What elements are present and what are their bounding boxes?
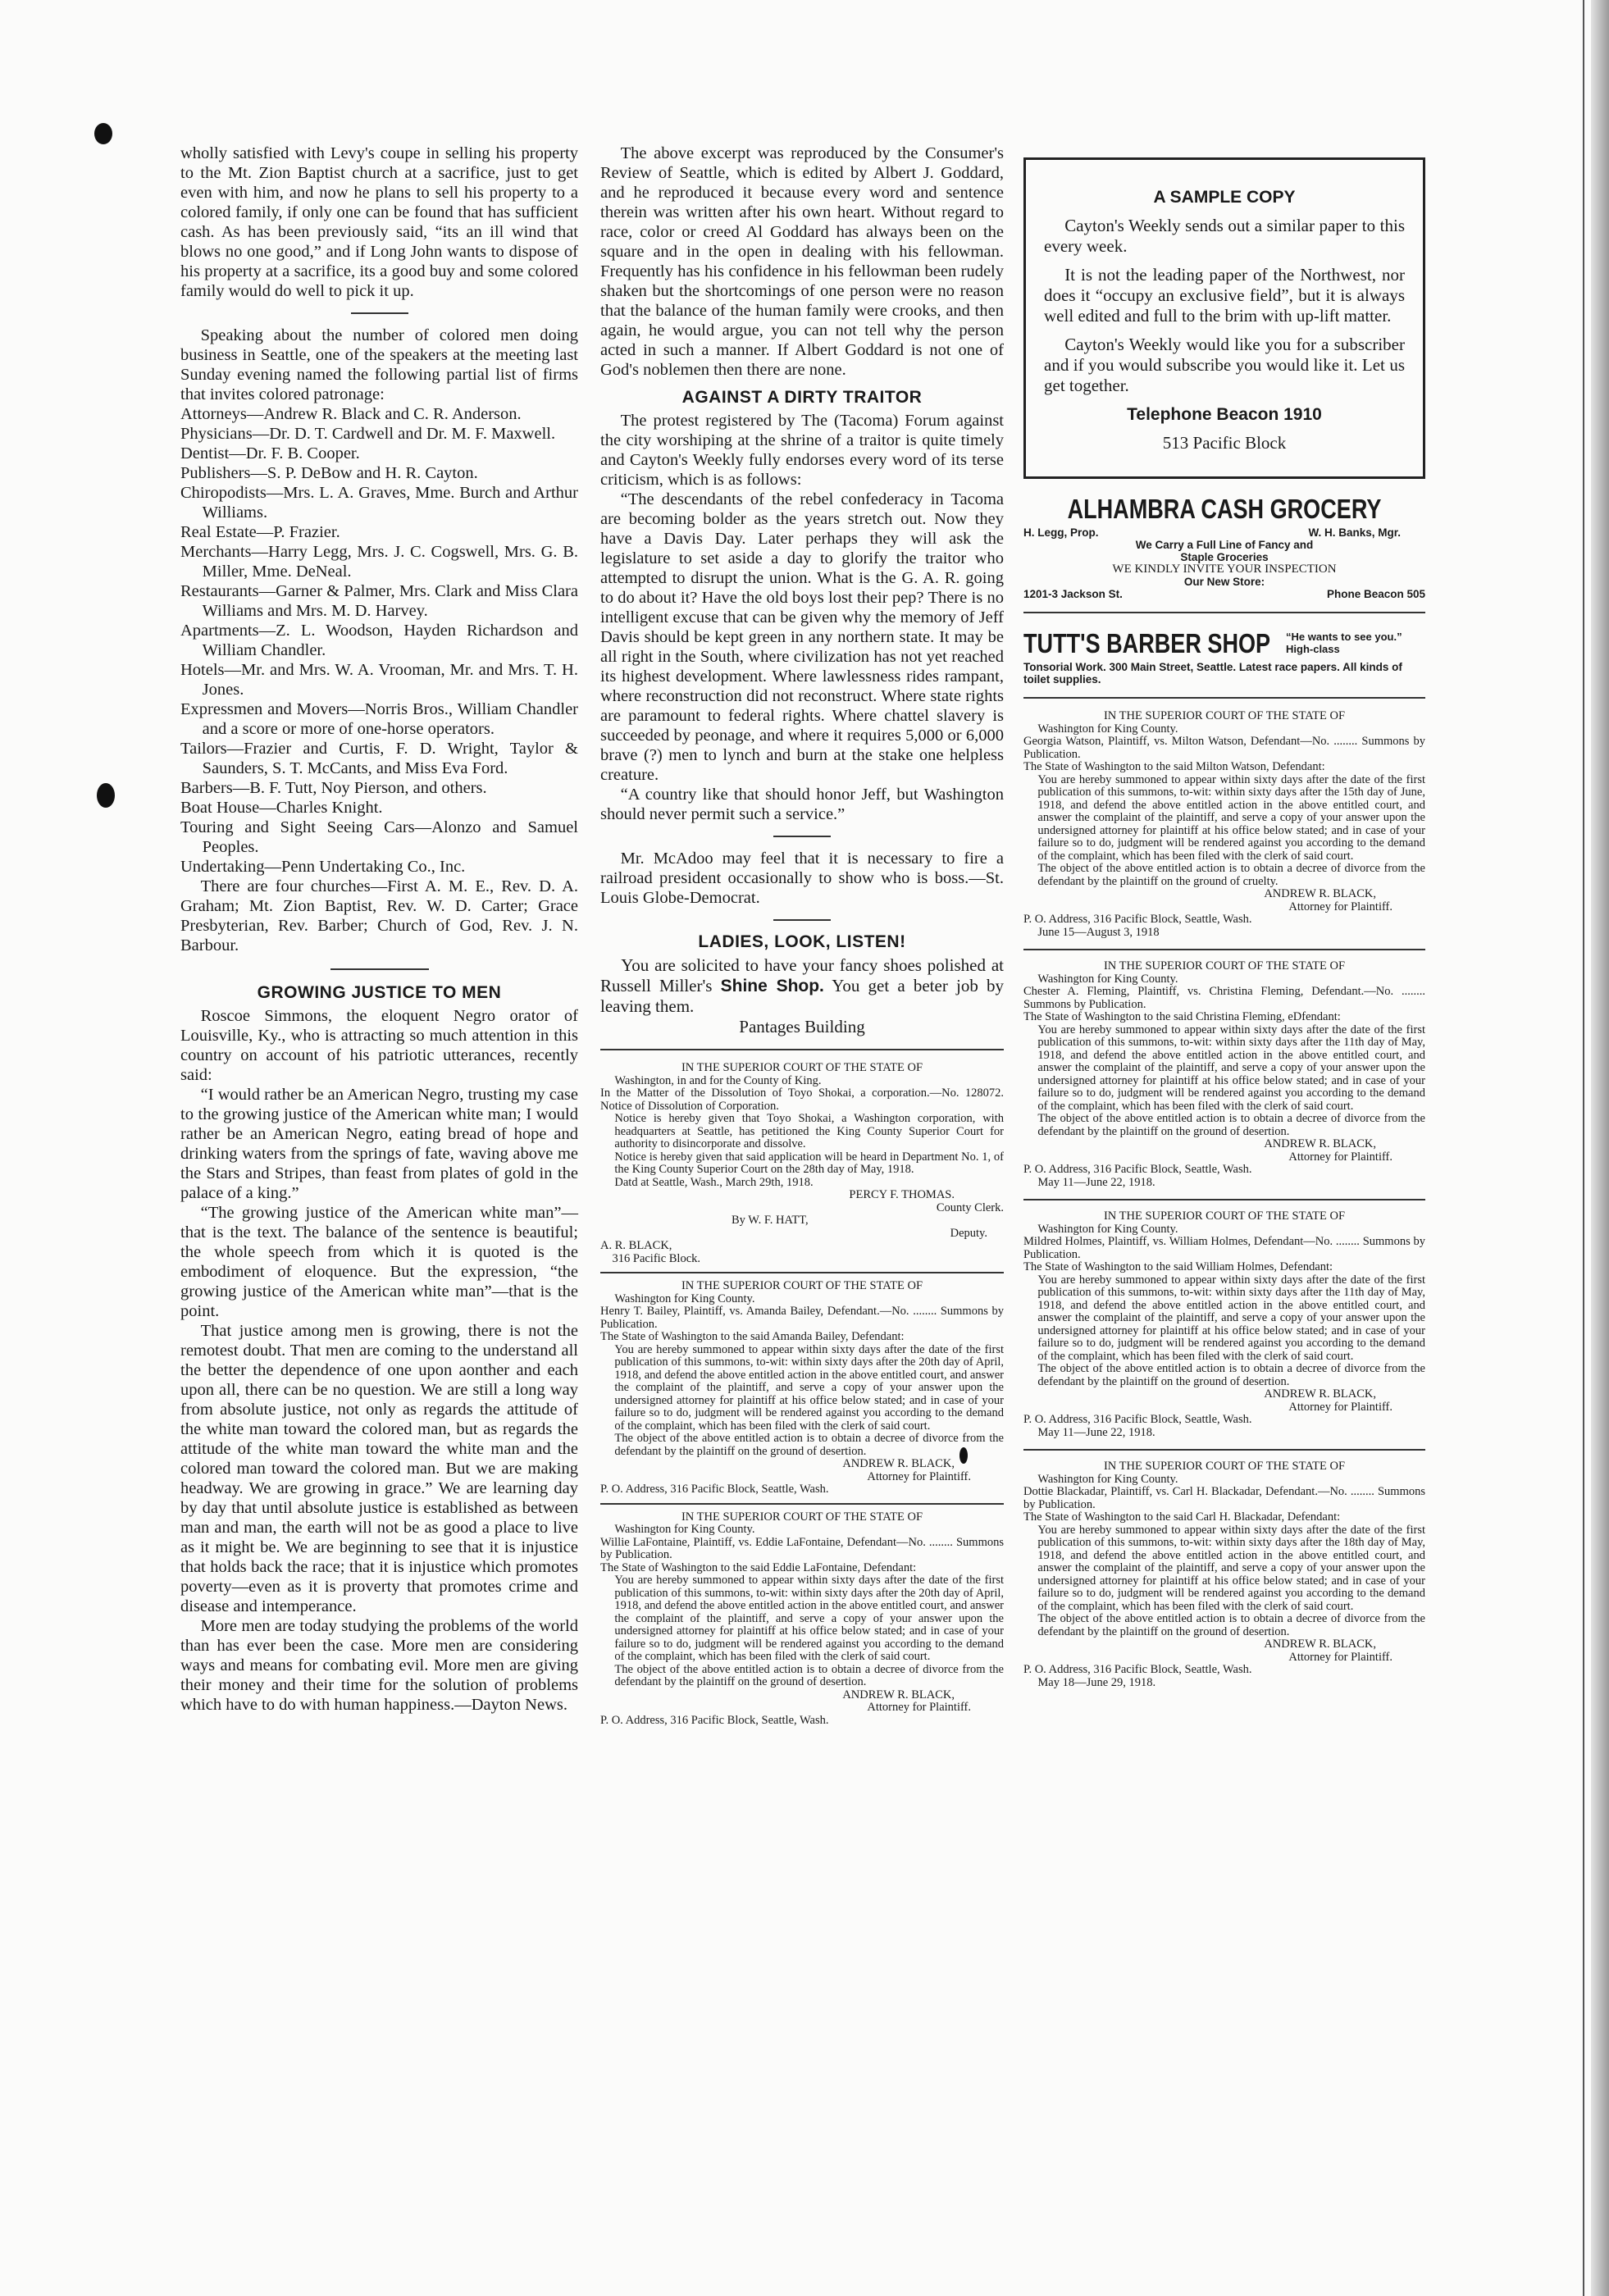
notice-text: You are hereby summoned to appear within sixty days after the date of the first publication of this summons, to-wit: within sixty days after the 20th day of April, 1918, and defend the above entitled action in the above entitled court, and answer the complaint of the plaintiff, and serve a copy of your answer upon the undersigned attorney for plaintiff at his office below stated; and in case of your failure so to do, judgment will be rendered against you according to the demand of the complaint, which has been filed with the clerk of said court. bbox=[614, 1342, 1004, 1433]
list-item: Hotels—Mr. and Mrs. W. A. Vrooman, Mr. and Mrs. T. H. Jones. bbox=[180, 661, 578, 699]
legal-notice bbox=[1023, 960, 1425, 1189]
article-paragraph: Mr. McAdoo may feel that it is necessary to fire a railroad president occasionally to show who is boss.—St. Louis Globe-Democrat. bbox=[600, 850, 1004, 907]
notice-text: The object of the above entitled action is to obtain a decree of divorce from the defendant by the plaintiff on the ground of desertion. bbox=[1037, 1362, 1425, 1388]
barber-ad bbox=[1023, 625, 1425, 686]
notice-court: IN THE SUPERIOR COURT OF THE STATE OF bbox=[1103, 709, 1346, 722]
notice-signature: ANDREW R. BLACK, bbox=[1264, 887, 1376, 900]
notice-county: Washington, in and for the County of King. bbox=[614, 1073, 822, 1087]
notice-text: The State of Washington to the said Eddie LaFontaine, Defendant: bbox=[600, 1560, 917, 1574]
notice-text: The State of Washington to the said Christina Fleming, eDfendant: bbox=[1023, 1010, 1341, 1023]
notice-text: Notice is hereby given that Toyo Shokai, a Washington corporation, with headquarters at Seattle, has petitioned the King County Superior Court for authority to disincorporate and dissolve. bbox=[614, 1112, 1004, 1150]
article-paragraph: Speaking about the number of colored men doing business in Seattle, one of the speakers at the meeting last Sunday evening named the following partial list of firms that invites colored patronage: bbox=[180, 326, 578, 403]
divider bbox=[1023, 949, 1425, 950]
notice-signature: ANDREW R. BLACK, bbox=[842, 1688, 955, 1702]
notice-county: Washington for King County. bbox=[1037, 1472, 1178, 1486]
grocery-line: Staple Groceries bbox=[1180, 551, 1269, 563]
legal-notice bbox=[1023, 1460, 1425, 1689]
article-paragraph: More men are today studying the problems of the world than has ever been the case. More men are considering ways and means for combating evil. More men are giving their money and their time for the solution of problems which have to do with human happiness.—Dayton News. bbox=[180, 1617, 578, 1714]
notice-signature: ANDREW R. BLACK, bbox=[1264, 1638, 1376, 1651]
legal-notice bbox=[1023, 710, 1425, 939]
column-2 bbox=[600, 144, 1004, 1727]
barber-header bbox=[1023, 625, 1425, 661]
notice-signature-title: County Clerk. bbox=[936, 1200, 1004, 1214]
notice-date: Datd at Seattle, Wash., March 29th, 1918. bbox=[614, 1175, 814, 1189]
barber-slogan: “He wants to see you.” High-class bbox=[1286, 631, 1402, 655]
list-item: Publishers—S. P. DeBow and H. R. Cayton. bbox=[180, 464, 478, 482]
notice-text: You are hereby summoned to appear within sixty days after the date of the first publication of this summons, to-wit: within sixty days after the 20th day of April, 1918, and defend the above entitled action in the above entitled court, and answer the complaint of the plaintiff, and serve a copy of your answer upon the undersigned attorney for plaintiff at his office below stated; and in case of your failure so to do, judgment will be rendered against you according to the demand of the complaint, which has been filed with the clerk of said court. bbox=[614, 1574, 1004, 1663]
box-paragraph: It is not the leading paper of the Northwest, nor does it “occupy an exclusive field”, but it is always well edited and full to the brim with up-lift matter. bbox=[1044, 265, 1405, 326]
divider bbox=[600, 1049, 1004, 1050]
ad-headline: LADIES, LOOK, LISTEN! bbox=[698, 932, 906, 951]
notice-county: Washington for King County. bbox=[614, 1292, 755, 1305]
divider bbox=[1023, 1199, 1425, 1200]
ad-text-part: You are solicited to have your fancy shoes polished at Russell Miller's bbox=[600, 955, 1004, 995]
divider bbox=[1023, 697, 1425, 699]
notice-text: The object of the above entitled action is to obtain a decree of divorce from the defendant by the plaintiff on the ground of desertion. bbox=[1037, 1612, 1425, 1638]
list-item: Boat House—Charles Knight. bbox=[180, 799, 383, 817]
column-3 bbox=[1023, 157, 1425, 1689]
notice-county: Washington for King County. bbox=[614, 1523, 755, 1536]
list-item: Barbers—B. F. Tutt, Noy Pierson, and others. bbox=[180, 779, 487, 797]
article-quote: “I would rather be an American Negro, trusting my case to the growing justice of the American white man; I would rather be an American Negro, eating bread of hope and drinking waters from the springs of fate, waving above me the Stars and Stripes, than feast from plates of gold in the palace of a king.” bbox=[180, 1086, 578, 1202]
article-paragraph: The protest registered by The (Tacoma) Forum against the city worshiping at the shrine of a traitor is quite timely and Cayton's Weekly fully endorses every word of its terse criticism, which is as follows: bbox=[600, 412, 1004, 489]
notice-text: Henry T. Bailey, Plaintiff, vs. Amanda Bailey, Defendant.—No. ........ Summons by Publication. bbox=[600, 1305, 1004, 1331]
notice-signature-title: Attorney for Plaintiff. bbox=[867, 1469, 971, 1483]
list-item: Restaurants—Garner & Palmer, Mrs. Clark and Miss Clara Williams and Mrs. M. D. Harvey. bbox=[180, 582, 578, 620]
notice-court: IN THE SUPERIOR COURT OF THE STATE OF bbox=[681, 1279, 923, 1292]
divider bbox=[330, 968, 429, 970]
list-item: Physicians—Dr. D. T. Cardwell and Dr. M. F. Maxwell. bbox=[180, 425, 556, 443]
grocery-ad bbox=[1023, 494, 1425, 600]
divider bbox=[351, 312, 408, 314]
list-item: Merchants—Harry Legg, Mrs. J. C. Cogswell, Mrs. G. B. Miller, Mme. DeNeal. bbox=[180, 543, 578, 581]
notice-county: Washington for King County. bbox=[1037, 1222, 1178, 1236]
list-item: Touring and Sight Seeing Cars—Alonzo and Samuel Peoples. bbox=[180, 818, 578, 856]
legal-notice bbox=[1023, 1210, 1425, 1439]
notice-text: The object of the above entitled action is to obtain a decree of divorce from the defendant by the plaintiff on the ground of cruelty. bbox=[1037, 862, 1425, 888]
notice-county: Washington for King County. bbox=[1037, 722, 1178, 736]
sample-copy-box bbox=[1023, 157, 1425, 479]
notice-text: You are hereby summoned to appear within sixty days after the date of the first publication of this summons, to-wit: within sixty days after the 15th day of June, 1918, and defend the above entitled action in the above entitled court, and answer the complaint of the plaintiff, and serve a copy of your answer upon the undersigned attorney for plaintiff at his office below stated; and in case of your failure so to do, judgment will be rendered against you according to the demand of the complaint, which has been filed with the clerk of said court. bbox=[1037, 772, 1425, 863]
notice-address: P. O. Address, 316 Pacific Block, Seattle, Wash. bbox=[1023, 913, 1252, 926]
ink-blot bbox=[94, 123, 112, 144]
grocery-phone: Phone Beacon 505 bbox=[1326, 588, 1425, 600]
barber-name: TUTT'S BARBER SHOP bbox=[1023, 628, 1271, 658]
notice-signature-title: Attorney for Plaintiff. bbox=[1288, 1400, 1392, 1414]
box-paragraph: Cayton's Weekly sends out a similar paper to this every week. bbox=[1044, 216, 1405, 256]
notice-signature-title: Attorney for Plaintiff. bbox=[1288, 1150, 1392, 1164]
column-1 bbox=[180, 144, 578, 1715]
list-item: Apartments—Z. L. Woodson, Hayden Richardson and William Chandler. bbox=[180, 622, 578, 659]
notice-text: Mildred Holmes, Plaintiff, vs. William Holmes, Defendant—No. ........ Summons by Publication. bbox=[1023, 1235, 1425, 1261]
article-quote: “A country like that should honor Jeff, but Washington should never permit such a service.” bbox=[600, 786, 1004, 823]
ad-text bbox=[600, 955, 1004, 1017]
box-address: 513 Pacific Block bbox=[1162, 433, 1287, 453]
notice-signature: ANDREW R. BLACK, bbox=[1264, 1387, 1376, 1401]
notice-signature: PERCY F. THOMAS. bbox=[849, 1188, 955, 1201]
notice-address: P. O. Address, 316 Pacific Block, Seattle, Wash. bbox=[600, 1713, 829, 1727]
notice-text: You are hereby summoned to appear within sixty days after the date of the first publication of this summons, to-wit: within sixty days after the 11th day of May, 1918, and defend the above entitled action in the above entitled court, and answer the complaint of the plaintiff, and serve a copy of your answer upon the undersigned attorney for plaintiff at his office below stated; and in case of your failure so to do, judgment will be rendered against you according to the demand of the complaint, which has been filed with the clerk of said court. bbox=[1037, 1023, 1425, 1113]
grocery-proprietor: H. Legg, Prop. bbox=[1023, 526, 1099, 539]
grocery-staff bbox=[1023, 526, 1425, 539]
notice-text: You are hereby summoned to appear within sixty days after the date of the first publication of this summons, to-wit: within sixty days after the 18th day of May, 1918, and defend the above entitled action in the above entitled court, and answer the complaint of the plaintiff, and serve a copy of your answer upon the undersigned attorney for plaintiff at his office below stated; and in case of your failure so to do, judgment will be rendered against you according to the demand of the complaint, which has been filed with the clerk of said court. bbox=[1037, 1523, 1425, 1613]
divider bbox=[600, 1272, 1004, 1273]
box-telephone: Telephone Beacon 1910 bbox=[1127, 405, 1322, 424]
notice-text: The State of Washington to the said William Holmes, Defendant: bbox=[1023, 1260, 1333, 1273]
notice-court: IN THE SUPERIOR COURT OF THE STATE OF bbox=[1103, 959, 1346, 973]
divider bbox=[773, 919, 831, 921]
divider bbox=[1023, 612, 1425, 613]
legal-notice bbox=[600, 1280, 1004, 1496]
notice-text: Notice is hereby given that said application will be heard in Department No. 1, of the King County Superior Court on the 28th day of May, 1918. bbox=[614, 1150, 1004, 1176]
notice-signature-title: Attorney for Plaintiff. bbox=[1288, 900, 1392, 913]
notice-court: IN THE SUPERIOR COURT OF THE STATE OF bbox=[1103, 1460, 1346, 1473]
notice-text: Willie LaFontaine, Plaintiff, vs. Eddie LaFontaine, Defendant—No. ........ Summons by Publication. bbox=[600, 1535, 1004, 1561]
list-item: Chiropodists—Mrs. L. A. Graves, Mme. Burch and Arthur Williams. bbox=[180, 484, 578, 522]
notice-signature: By W. F. HATT, bbox=[732, 1214, 809, 1227]
grocery-contact bbox=[1023, 588, 1425, 600]
notice-text: The State of Washington to the said Carl H. Blackadar, Defendant: bbox=[1023, 1510, 1341, 1524]
notice-signature: ANDREW R. BLACK, bbox=[1264, 1137, 1376, 1150]
notice-text: Chester A. Fleming, Plaintiff, vs. Christina Fleming, Defendant.—No. ........ Summons by Publication. bbox=[1023, 985, 1425, 1011]
list-item: Undertaking—Penn Undertaking Co., Inc. bbox=[180, 858, 466, 876]
firm-list bbox=[180, 404, 578, 877]
divider bbox=[1023, 1449, 1425, 1451]
notice-signature-title: Attorney for Plaintiff. bbox=[1288, 1650, 1392, 1664]
divider bbox=[773, 836, 831, 837]
ad-location: Pantages Building bbox=[739, 1017, 865, 1036]
ladies-shine-ad bbox=[600, 932, 1004, 1037]
list-item: Real Estate—P. Frazier. bbox=[180, 523, 340, 541]
page-edge-shadow bbox=[1591, 0, 1609, 2296]
article-paragraph: The above excerpt was reproduced by the Consumer's Review of Seattle, which is edited by Albert J. Goddard, and he reproduced it because every word and sentence therein was written after his own heart. Without regard to race, color or creed Al Goddard has always been on the square and in the open in dealing with his fellowman. Frequently has his confidence in his fellowman been rudely shaken but the shortcomings of one person were no reason that the balance of the human family were crooks, and then again, he would argue, you can not tell why the person acted in such a manner. If Albert Goddard is not one of God's noblemen then there are none. bbox=[600, 144, 1004, 379]
grocery-line: Our New Store: bbox=[1183, 576, 1265, 588]
shine-shop-name: Shine Shop. bbox=[720, 977, 824, 995]
article-quote: “The descendants of the rebel confederacy in Tacoma are becoming bolder as the years stretch out. Now they have a Davis Day. Later perhaps they will ask the legislature to set aside a day to glorify the traitor who attempted to disrupt the union. What is the G. A. R. going to do about it? Have the old boys lost their pep? There is no intelligent excuse that can be given why the memory of Jeff Davis should be kept green in any northern state. It may be all right in the South, where civilization has not yet reached its highest development. Where lawlessness rides rampant, where reconstruction did not reconstruct. Where state rights are paramount to federal rights. Where chattel slavery is succeeded by peonage, and where it requires 5,000 or 6,000 brave (?) men to lynch and burn at the stake one helpless creature. bbox=[600, 490, 1004, 784]
notice-attorney-address: 316 Pacific Block. bbox=[612, 1251, 701, 1265]
article-headline: AGAINST A DIRTY TRAITOR bbox=[681, 388, 923, 407]
notice-court: IN THE SUPERIOR COURT OF THE STATE OF bbox=[681, 1510, 923, 1524]
notice-address: P. O. Address, 316 Pacific Block, Seattle, Wash. bbox=[600, 1483, 829, 1496]
notice-dates: June 15—August 3, 1918 bbox=[1037, 925, 1160, 939]
grocery-address: 1201-3 Jackson St. bbox=[1023, 588, 1123, 600]
legal-notice bbox=[600, 1511, 1004, 1728]
legal-notice bbox=[600, 1062, 1004, 1265]
notice-address: P. O. Address, 316 Pacific Block, Seattle, Wash. bbox=[1023, 1663, 1252, 1676]
grocery-line: We Carry a Full Line of Fancy and bbox=[1135, 539, 1314, 551]
notice-attorney: A. R. BLACK, bbox=[600, 1239, 672, 1252]
notice-text: Georgia Watson, Plaintiff, vs. Milton Watson, Defendant—No. ........ Summons by Publication. bbox=[1023, 735, 1425, 761]
list-item: Dentist—Dr. F. B. Cooper. bbox=[180, 444, 360, 462]
notice-address: P. O. Address, 316 Pacific Block, Seattle, Wash. bbox=[1023, 1413, 1252, 1426]
box-paragraph: Cayton's Weekly would like you for a subscriber and if you would subscribe you would like it. Let us get together. bbox=[1044, 335, 1405, 395]
ink-blot bbox=[97, 783, 115, 808]
notice-signature-title: Attorney for Plaintiff. bbox=[867, 1701, 971, 1714]
notice-text: The object of the above entitled action is to obtain a decree of divorce from the defendant by the plaintiff on the ground of desertion. bbox=[614, 1432, 1004, 1458]
notice-signature-title: Deputy. bbox=[950, 1226, 987, 1240]
box-headline: A SAMPLE COPY bbox=[1153, 188, 1296, 207]
article-paragraph: wholly satisfied with Levy's coupe in selling his property to the Mt. Zion Baptist church at a sacrifice, just to get even with him, and now he plans to sell his property to a colored family, if only one can be found that has sufficient cash. As has been previously said, “its an ill wind that blows no one good,” and if Long John wants to dispose of his property at a sacrifice, its a good buy and some colored family would do well to pick it up. bbox=[180, 144, 578, 300]
grocery-line: WE KINDLY INVITE YOUR INSPECTION bbox=[1112, 563, 1337, 576]
notice-signature: ANDREW R. BLACK, bbox=[842, 1457, 955, 1470]
article-paragraph: There are four churches—First A. M. E., Rev. D. A. Graham; Mt. Zion Baptist, Rev. W. D. Carter; Grace Presbyterian, Rev. Barber; Church of God, Rev. J. N. Barbour. bbox=[180, 877, 578, 954]
notice-dates: May 18—June 29, 1918. bbox=[1037, 1675, 1156, 1689]
notice-dates: May 11—June 22, 1918. bbox=[1037, 1175, 1155, 1189]
list-item: Attorneys—Andrew R. Black and C. R. Anderson. bbox=[180, 405, 522, 423]
divider bbox=[600, 1503, 1004, 1505]
grocery-name: ALHAMBRA CASH GROCERY bbox=[1067, 494, 1382, 524]
article-paragraph: That justice among men is growing, there is not the remotest doubt. That men are coming to the understand all the better the dependence of one upon aonther and each upon all, there can be no question. We are still a long way from absolute justice, not only as regards the attitude of the white man toward the colored man, but as regards the attitude of the white man toward the white man and the colored man toward the colored man. But we are making headway. We are growing in grace.” We are learning day by day that until absolute justice is established as between man and man, the earth will not be as good a place to live as it might be. We are beginning to see that it is injustice that holds back the race; that it is injustice which promotes poverty—even as it is proverty that promotes crime and disease and intemperance. bbox=[180, 1322, 578, 1615]
barber-text: Tonsorial Work. 300 Main Street, Seattle. Latest race papers. All kinds of toilet supplies. bbox=[1023, 661, 1402, 686]
notice-county: Washington for King County. bbox=[1037, 972, 1178, 986]
article-paragraph: “The growing justice of the American white man”—that is the text. The balance of the sentence is beautiful; the whole speech from which it is quoted is the embodiment of eloquence. But the expression, “the growing justice of the American white man”—that is the point. bbox=[180, 1204, 578, 1320]
notice-court: IN THE SUPERIOR COURT OF THE STATE OF bbox=[681, 1061, 923, 1074]
notice-text: The State of Washington to the said Milton Watson, Defendant: bbox=[1023, 760, 1325, 773]
article-paragraph: Roscoe Simmons, the eloquent Negro orator of Louisville, Ky., who is attracting so much attention in this country on account of his patriotic utterances, recently said: bbox=[180, 1007, 578, 1084]
grocery-manager: W. H. Banks, Mgr. bbox=[1308, 526, 1401, 539]
notice-text: The object of the above entitled action is to obtain a decree of divorce from the defendant by the plaintiff on the ground of desertion. bbox=[1037, 1112, 1425, 1138]
notice-dates: May 11—June 22, 1918. bbox=[1037, 1425, 1155, 1439]
notice-text: The object of the above entitled action is to obtain a decree of divorce from the defendant by the plaintiff on the ground of desertion. bbox=[614, 1662, 1004, 1688]
list-item: Expressmen and Movers—Norris Bros., William Chandler and a score or more of one-horse operators. bbox=[180, 700, 578, 738]
notice-text: Dottie Blackadar, Plaintiff, vs. Carl H. Blackadar, Defendant.—No. ........ Summons by Publication. bbox=[1023, 1485, 1425, 1511]
notice-text: In the Matter of the Dissolution of Toyo Shokai, a corporation.—No. 128072. Notice of Dissolution of Corporation. bbox=[600, 1086, 1004, 1113]
list-item: Tailors—Frazier and Curtis, F. D. Wright, Taylor & Saunders, S. T. McCants, and Miss Eva Ford. bbox=[180, 740, 578, 777]
notice-address: P. O. Address, 316 Pacific Block, Seattle, Wash. bbox=[1023, 1163, 1252, 1176]
notice-text: The State of Washington to the said Amanda Bailey, Defendant: bbox=[600, 1330, 905, 1343]
notice-text: You are hereby summoned to appear within sixty days after the date of the first publication of this summons, to-wit: within sixty days after the 11th day of May, 1918, and defend the above entitled action in the above entitled court, and answer the complaint of the plaintiff, and serve a copy of your answer upon the undersigned attorney for plaintiff at his office below stated; and in case of your failure so to do, judgment will be rendered against you according to the demand of the complaint, which has been filed with the clerk of said court. bbox=[1037, 1273, 1425, 1363]
article-headline: GROWING JUSTICE TO MEN bbox=[257, 983, 502, 1002]
notice-court: IN THE SUPERIOR COURT OF THE STATE OF bbox=[1103, 1210, 1346, 1223]
ad-text-part: You get a beter job by leaving them. bbox=[600, 976, 1004, 1016]
